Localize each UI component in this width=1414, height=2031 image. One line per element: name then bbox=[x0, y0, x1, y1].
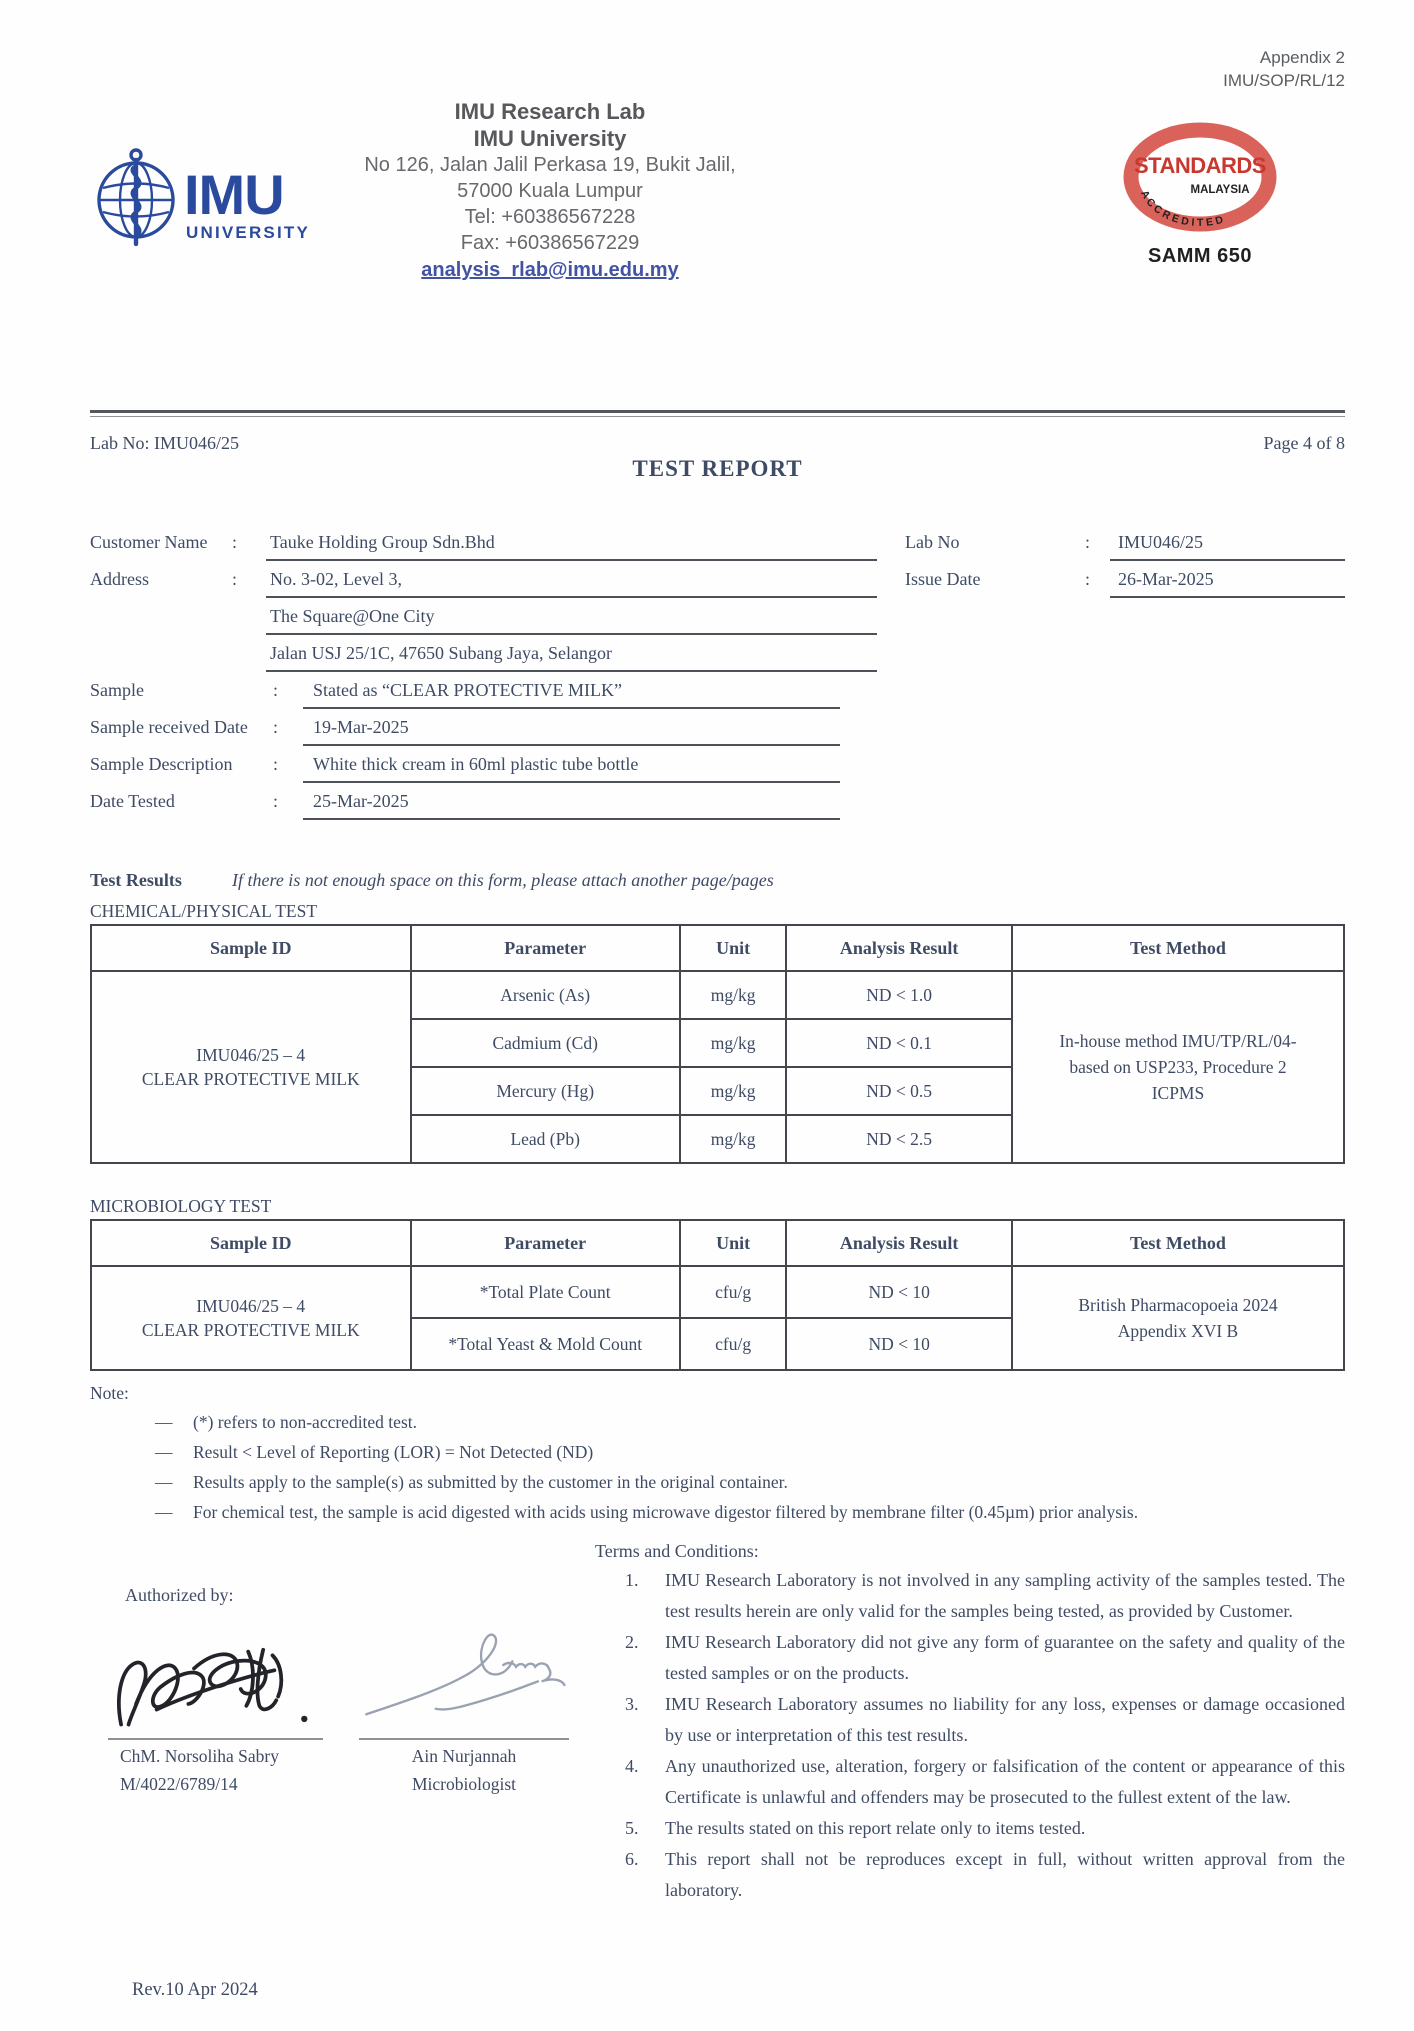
field-value: White thick cream in 60ml plastic tube bottle bbox=[303, 754, 840, 783]
note-item bbox=[90, 1497, 1345, 1527]
signatures-row bbox=[90, 1614, 595, 1796]
cell-parameter: Cadmium (Cd) bbox=[411, 1019, 680, 1067]
term-item bbox=[595, 1844, 1345, 1906]
note-item bbox=[90, 1467, 1345, 1497]
signer-name: ChM. Norsoliha Sabry bbox=[120, 1746, 279, 1766]
microbiology-section-label: MICROBIOLOGY TEST bbox=[90, 1196, 272, 1216]
field-value: Tauke Holding Group Sdn.Bhd bbox=[266, 532, 877, 561]
term-item bbox=[595, 1565, 1345, 1627]
appendix-block bbox=[90, 46, 1345, 92]
note-text: For chemical test, the sample is acid digested with acids using microwave digestor filtered by membrane filter (0.45µm) prior analysis. bbox=[193, 1502, 1139, 1522]
cell-parameter: Arsenic (As) bbox=[411, 971, 680, 1019]
field-value: IMU046/25 bbox=[1110, 532, 1345, 561]
col-header-sample-id: Sample ID bbox=[91, 1220, 411, 1266]
badge-standards-text: STANDARDS bbox=[1134, 153, 1266, 178]
test-results-heading bbox=[90, 870, 1345, 891]
cell-test-method: British Pharmacopoeia 2024 Appendix XVI B bbox=[1012, 1266, 1344, 1370]
logo-sub: UNIVERSITY bbox=[186, 223, 311, 242]
logo-acronym: IMU bbox=[184, 163, 284, 226]
org-address2: 57000 Kuala Lumpur bbox=[457, 180, 643, 202]
dash-bullet: — bbox=[155, 1412, 173, 1432]
col-header-test-method: Test Method bbox=[1012, 1220, 1344, 1266]
cell-unit: mg/kg bbox=[680, 1115, 787, 1163]
signature-block-2 bbox=[359, 1614, 569, 1796]
field-colon: : bbox=[1085, 569, 1091, 589]
field-label: Issue Date bbox=[905, 569, 981, 589]
field-label: Sample bbox=[90, 680, 144, 700]
term-text: IMU Research Laboratory did not give any form of guarantee on the safety and quality of the tested samples or on the products. bbox=[665, 1632, 1345, 1683]
table-row bbox=[91, 971, 1344, 1019]
dash-bullet: — bbox=[155, 1442, 173, 1462]
chemical-test-table bbox=[90, 924, 1345, 1164]
lab-no-line: Lab No: IMU046/25 bbox=[90, 433, 239, 453]
standards-malaysia-badge-icon bbox=[1114, 120, 1286, 238]
signature-cursive-icon bbox=[359, 1614, 569, 1736]
info-row-address3 bbox=[90, 643, 1345, 680]
note-title: Note: bbox=[90, 1383, 129, 1403]
term-item bbox=[595, 1689, 1345, 1751]
field-colon: : bbox=[273, 791, 279, 811]
col-header-parameter: Parameter bbox=[411, 925, 680, 971]
terms-block bbox=[595, 1537, 1345, 1906]
test-results-note: If there is not enough space on this form, please attach another page/pages bbox=[232, 870, 774, 890]
col-header-analysis-result: Analysis Result bbox=[786, 925, 1012, 971]
signer-name: Ain Nurjannah bbox=[411, 1746, 517, 1766]
appendix-line1: Appendix 2 bbox=[1259, 48, 1345, 67]
letterhead bbox=[90, 98, 1345, 314]
info-row-sample-received bbox=[90, 717, 1345, 754]
field-value: 25-Mar-2025 bbox=[303, 791, 840, 820]
cell-result: ND < 0.1 bbox=[786, 1019, 1012, 1067]
term-text: IMU Research Laboratory assumes no liability for any loss, expenses or damage occasioned by use or interpretation of this test results. bbox=[665, 1694, 1345, 1745]
term-number: 2. bbox=[625, 1632, 639, 1652]
field-label: Date Tested bbox=[90, 791, 175, 811]
signer-title: M/4022/6789/14 bbox=[120, 1774, 238, 1794]
term-text: The results stated on this report relate only to items tested. bbox=[665, 1818, 1086, 1838]
badge-samm-code: SAMM 650 bbox=[1147, 245, 1253, 267]
table-header-row bbox=[91, 1220, 1344, 1266]
signature-scribble-icon bbox=[108, 1614, 323, 1736]
field-label: Lab No bbox=[905, 532, 960, 552]
report-title: TEST REPORT bbox=[632, 456, 803, 481]
info-row-issue-date bbox=[905, 569, 1345, 606]
badge-accredited-text: ACCREDITED bbox=[1138, 188, 1228, 230]
note-text: Results apply to the sample(s) as submitted by the customer in the original container. bbox=[193, 1472, 788, 1492]
note-item bbox=[90, 1437, 1345, 1467]
field-label: Sample received Date bbox=[90, 717, 248, 737]
org-email-link[interactable]: analysis_rlab@imu.edu.my bbox=[421, 259, 679, 281]
col-header-unit: Unit bbox=[680, 1220, 787, 1266]
info-row-address2 bbox=[90, 606, 1345, 643]
note-section bbox=[90, 1379, 1345, 1527]
org-sub: IMU University bbox=[473, 126, 627, 151]
bottom-section bbox=[90, 1537, 1345, 1906]
signature-line bbox=[108, 1738, 323, 1740]
microbiology-test-table bbox=[90, 1219, 1345, 1371]
sample-info-section bbox=[90, 532, 1345, 828]
term-text: IMU Research Laboratory is not involved in any sampling activity of the samples tested. The test results herein are only valid for the samples being tested, as provided by Customer. bbox=[665, 1570, 1345, 1621]
field-value: No. 3-02, Level 3, bbox=[266, 569, 877, 598]
cell-result: ND < 1.0 bbox=[786, 971, 1012, 1019]
field-value: Jalan USJ 25/1C, 47650 Subang Jaya, Selangor bbox=[266, 643, 877, 672]
term-number: 4. bbox=[625, 1756, 639, 1776]
labno-row bbox=[90, 433, 1345, 454]
signature-line bbox=[359, 1738, 569, 1740]
info-row-date-tested bbox=[90, 791, 1345, 828]
test-results-label: Test Results bbox=[90, 870, 182, 890]
field-colon: : bbox=[273, 754, 279, 774]
cell-result: ND < 2.5 bbox=[786, 1115, 1012, 1163]
page-indicator: Page 4 of 8 bbox=[1263, 433, 1345, 453]
field-colon: : bbox=[273, 717, 279, 737]
org-tel: Tel: +60386567228 bbox=[464, 206, 636, 228]
chemical-section-label: CHEMICAL/PHYSICAL TEST bbox=[90, 901, 318, 921]
authorization-block bbox=[90, 1537, 595, 1906]
term-item bbox=[595, 1751, 1345, 1813]
revision-footer: Rev.10 Apr 2024 bbox=[132, 1980, 258, 2000]
note-text: (*) refers to non-accredited test. bbox=[193, 1412, 417, 1432]
field-label: Address bbox=[90, 569, 149, 589]
field-colon: : bbox=[1085, 532, 1091, 552]
cell-parameter: *Total Plate Count bbox=[411, 1266, 680, 1318]
col-header-analysis-result: Analysis Result bbox=[786, 1220, 1012, 1266]
field-colon: : bbox=[232, 532, 238, 552]
dash-bullet: — bbox=[155, 1472, 173, 1492]
term-number: 6. bbox=[625, 1849, 639, 1869]
field-label: Sample Description bbox=[90, 754, 233, 774]
cell-test-method: In-house method IMU/TP/RL/04- based on USP233, Procedure 2 ICPMS bbox=[1012, 971, 1344, 1163]
cell-unit: mg/kg bbox=[680, 971, 787, 1019]
term-item bbox=[595, 1813, 1345, 1844]
cell-result: ND < 0.5 bbox=[786, 1067, 1012, 1115]
terms-title: Terms and Conditions: bbox=[595, 1541, 759, 1561]
cell-unit: cfu/g bbox=[680, 1266, 787, 1318]
field-value: 19-Mar-2025 bbox=[303, 717, 840, 746]
cell-parameter: Lead (Pb) bbox=[411, 1115, 680, 1163]
col-header-unit: Unit bbox=[680, 925, 787, 971]
note-item bbox=[90, 1407, 1345, 1437]
imu-university-logo bbox=[92, 146, 330, 255]
org-name: IMU Research Lab bbox=[454, 99, 646, 124]
field-label: Customer Name bbox=[90, 532, 208, 552]
imu-logo-icon bbox=[92, 146, 330, 250]
dash-bullet: — bbox=[155, 1502, 173, 1522]
col-header-test-method: Test Method bbox=[1012, 925, 1344, 971]
info-row-sample-description bbox=[90, 754, 1345, 791]
cell-unit: mg/kg bbox=[680, 1067, 787, 1115]
field-value: Stated as “CLEAR PROTECTIVE MILK” bbox=[303, 680, 840, 709]
term-number: 3. bbox=[625, 1694, 639, 1714]
term-text: Any unauthorized use, alteration, forgery or falsification of the content or appearance of this Certificate is unlawful and offenders may be prosecuted to the fullest extent of the law. bbox=[665, 1756, 1345, 1807]
org-address1: No 126, Jalan Jalil Perkasa 19, Bukit Jalil, bbox=[364, 154, 736, 176]
field-value: 26-Mar-2025 bbox=[1110, 569, 1345, 598]
lab-address-block bbox=[300, 98, 800, 282]
cell-sample-id: IMU046/25 – 4 CLEAR PROTECTIVE MILK bbox=[91, 1266, 411, 1370]
field-colon: : bbox=[273, 680, 279, 700]
col-header-parameter: Parameter bbox=[411, 1220, 680, 1266]
note-text: Result < Level of Reporting (LOR) = Not Detected (ND) bbox=[193, 1442, 594, 1462]
term-number: 5. bbox=[625, 1818, 639, 1838]
signature-block-1 bbox=[108, 1614, 323, 1796]
table-row bbox=[91, 1266, 1344, 1318]
field-value: The Square@One City bbox=[266, 606, 877, 635]
field-colon: : bbox=[232, 569, 238, 589]
cell-unit: cfu/g bbox=[680, 1318, 787, 1370]
badge-malaysia-text: MALAYSIA bbox=[1190, 184, 1250, 196]
term-item bbox=[595, 1627, 1345, 1689]
signer-title: Microbiologist bbox=[411, 1774, 517, 1794]
info-row-lab-no bbox=[905, 532, 1345, 569]
term-text: This report shall not be reproduces except in full, without written approval from the laboratory. bbox=[665, 1849, 1345, 1900]
org-fax: Fax: +60386567229 bbox=[460, 232, 640, 254]
authorized-by-label: Authorized by: bbox=[125, 1585, 234, 1605]
cell-result: ND < 10 bbox=[786, 1318, 1012, 1370]
cell-result: ND < 10 bbox=[786, 1266, 1012, 1318]
cell-unit: mg/kg bbox=[680, 1019, 787, 1067]
header-divider bbox=[90, 410, 1345, 417]
cell-parameter: Mercury (Hg) bbox=[411, 1067, 680, 1115]
cell-parameter: *Total Yeast & Mold Count bbox=[411, 1318, 680, 1370]
term-number: 1. bbox=[625, 1570, 639, 1590]
accreditation-badge bbox=[1085, 120, 1315, 268]
info-row-sample bbox=[90, 680, 1345, 717]
table-header-row bbox=[91, 925, 1344, 971]
col-header-sample-id: Sample ID bbox=[91, 925, 411, 971]
appendix-line2: IMU/SOP/RL/12 bbox=[1223, 71, 1345, 90]
labno-issue-block bbox=[905, 532, 1345, 606]
cell-sample-id: IMU046/25 – 4 CLEAR PROTECTIVE MILK bbox=[91, 971, 411, 1163]
